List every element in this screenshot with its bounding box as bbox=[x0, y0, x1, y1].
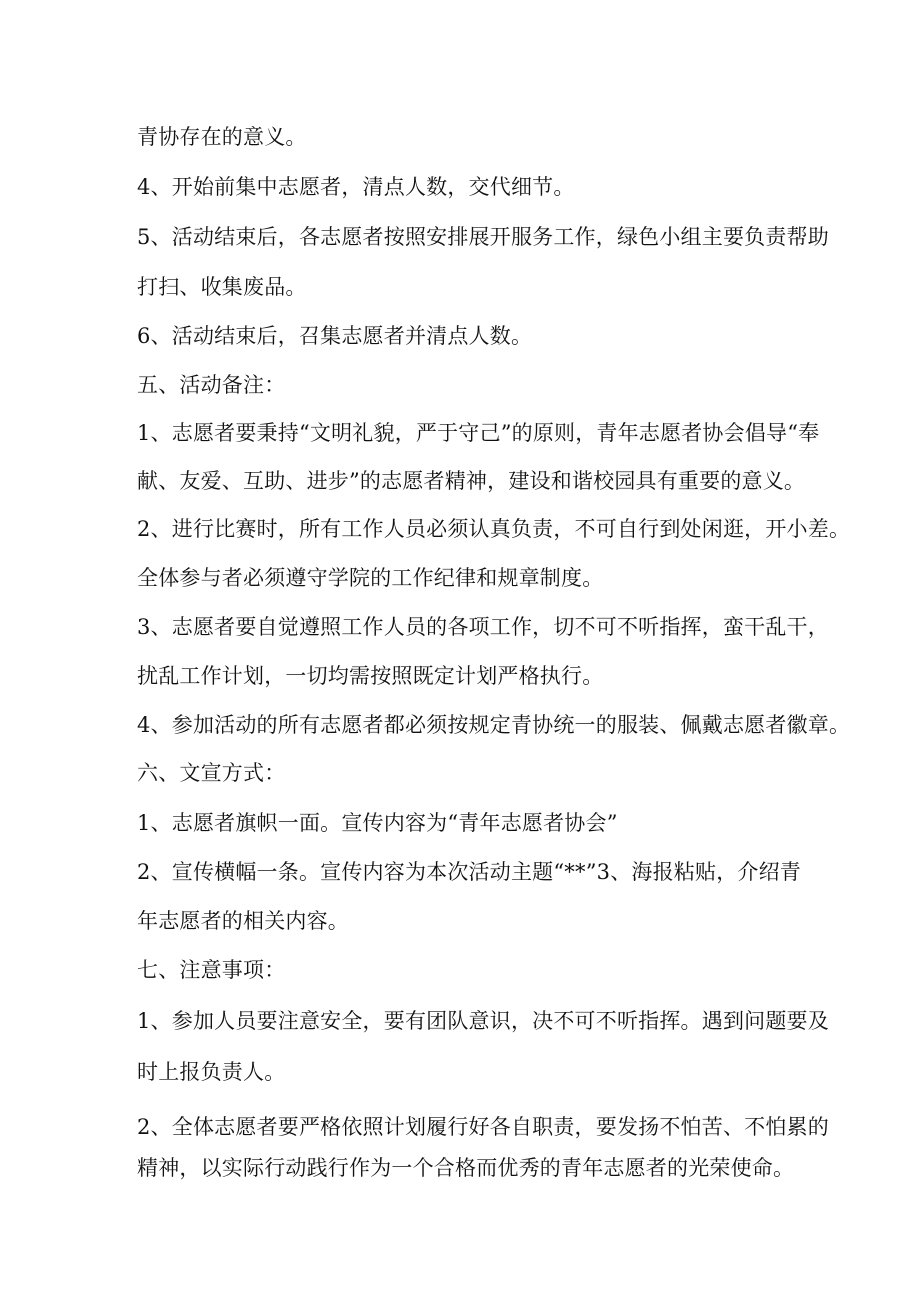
text-line: 打扫、收集废品。 bbox=[137, 275, 307, 299]
text-line: 4、参加活动的所有志愿者都必须按规定青协统一的服装、佩戴志愿者徽章。 bbox=[137, 713, 851, 737]
text-line: 5、活动结束后，各志愿者按照安排展开服务工作，绿色小组主要负责帮助 bbox=[137, 225, 829, 249]
text-line: 1、志愿者旗帜一面。宣传内容为“青年志愿者协会” bbox=[137, 811, 618, 835]
text-line: 扰乱工作计划，一切均需按照既定计划严格执行。 bbox=[137, 664, 604, 688]
section-heading: 五、活动备注： bbox=[137, 373, 286, 397]
text-line: 精神，以实际行动践行作为一个合格而优秀的青年志愿者的光荣使命。 bbox=[137, 1156, 795, 1180]
text-line: 2、宣传横幅一条。宣传内容为本次活动主题“**”3、海报粘贴，介绍青 bbox=[137, 860, 801, 884]
text-line: 6、活动结束后，召集志愿者并清点人数。 bbox=[137, 324, 533, 348]
text-line: 年志愿者的相关内容。 bbox=[137, 909, 349, 933]
text-line: 1、参加人员要注意安全，要有团队意识，决不可不听指挥。遇到问题要及 bbox=[137, 1009, 829, 1033]
text-line: 献、友爱、互助、进步”的志愿者精神，建设和谐校园具有重要的意义。 bbox=[137, 469, 806, 493]
text-line: 时上报负责人。 bbox=[137, 1060, 286, 1084]
text-line: 3、志愿者要自觉遵照工作人员的各项工作，切不可不听指挥，蛮干乱干， bbox=[137, 615, 829, 639]
text-line: 2、全体志愿者要严格依照计划履行好各自职责，要发扬不怕苦、不怕累的 bbox=[137, 1115, 829, 1139]
section-heading: 七、注意事项： bbox=[137, 958, 286, 982]
text-line: 4、开始前集中志愿者，清点人数，交代细节。 bbox=[137, 175, 575, 199]
text-line: 青协存在的意义。 bbox=[137, 125, 307, 149]
text-line: 2、进行比赛时，所有工作人员必须认真负责，不可自行到处闲逛，开小差。 bbox=[137, 517, 851, 541]
section-heading: 六、文宣方式： bbox=[137, 761, 286, 785]
text-line: 1、志愿者要秉持“文明礼貌，严于守己”的原则，青年志愿者协会倡导“奉 bbox=[137, 421, 820, 445]
text-line: 全体参与者必须遵守学院的工作纪律和规章制度。 bbox=[137, 566, 604, 590]
